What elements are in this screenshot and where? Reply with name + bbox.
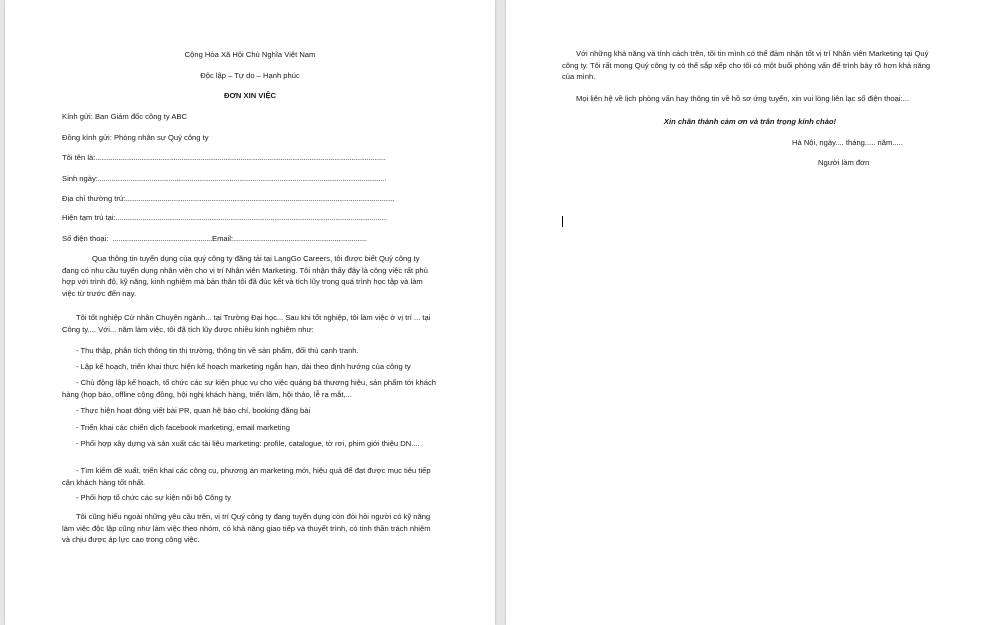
skills-paragraph: Tôi cũng hiểu ngoài những yêu cầu trên, vị trí Quý công ty đang tuyển dụng còn đòi hỏi người có kỹ năng làm việc độc lập cũng như làm việc theo nhóm, có khả năng giao tiếp và thuyết trình, có tinh thần trách nhiệm và chịu được áp lực cao trong công việc.: [62, 512, 431, 544]
education-paragraph: Tôi tốt nghiệp Cử nhân Chuyên ngành... tại Trường Đại học... Sau khi tốt nghiệp, tôi làm việc ở vị trí ... tại Công ty.... Với... năm làm việc, tôi đã tích lũy được nhiều kinh nghiệm như:: [62, 313, 431, 334]
experience-bullet: - Phối hợp xây dựng và sản xuất các tài liệu marketing: profile, catalogue, tờ rơi, phim giới thiệu DN....: [76, 439, 420, 448]
intro-paragraph-text: Qua thông tin tuyển dụng của quý công ty đăng tải tại LangGo Careers, tôi được biết Quý công ty đang có nhu cầu tuyển dụng nhân viên cho vị trí Nhân viên Marketing. Tôi nhận thấy đây là công việc rất phù hợp với trình độ, kỹ năng, kinh nghiệm mà bản thân tôi đã đúc kết và tích lũy trong quá trình học tập và làm việc từ trước đến nay.: [62, 254, 428, 298]
text-cursor: [562, 216, 563, 227]
field-phone-email: [62, 234, 367, 244]
closing-greeting: Xin chân thành cảm ơn và trân trọng kính chào!: [663, 117, 837, 126]
field-temporary-address: [62, 213, 387, 223]
field-email-label: Email:: [212, 234, 234, 243]
experience-bullet: - Chủ động lập kế hoạch, tổ chức các sự kiện phục vụ cho việc quảng bá thương hiệu, sản phẩm tới khách hàng (họp báo, offline cộng đồng, hội nghị khách hàng, triển lãm, hội thảo, lễ ra mắt,...: [62, 378, 436, 399]
cc-recipient-line: Đồng kính gửi: Phòng nhân sự Quý công ty: [62, 133, 209, 142]
field-name-label: Tôi tên là:: [62, 153, 96, 162]
experience-bullet: - Thu thập, phân tích thông tin thị trường, thông tin về sản phẩm, đối thủ cạnh tranh.: [76, 346, 359, 355]
field-temporary-address-dots[interactable]: ..............................................................................................................................................: [115, 213, 387, 222]
national-slogan: Độc lập – Tự do – Hạnh phúc: [200, 71, 300, 80]
experience-bullet: - Tìm kiếm đề xuất, triển khai các công cụ, phương án marketing mới, hiệu quả để đạt được mục tiêu tiếp cận khách hàng tốt nhất.: [62, 466, 431, 487]
experience-bullet: - Phối hợp tổ chức các sự kiện nội bộ Công ty: [76, 493, 231, 502]
document-page-1[interactable]: [5, 0, 495, 625]
field-email-dots[interactable]: ......................................................................: [233, 234, 367, 243]
field-temporary-address-label: Hiện tạm trú tại:: [62, 213, 116, 222]
field-permanent-address: [62, 194, 395, 204]
experience-bullet: - Thực hiện hoạt động viết bài PR, quan hệ báo chí, booking đăng bài: [76, 406, 311, 415]
signing-date: Hà Nội, ngày.... tháng..... năm.....: [792, 138, 903, 147]
experience-bullet: - Lập kế hoạch, triển khai thực hiện kế hoạch marketing ngắn hạn, dài theo định hướng của công ty: [76, 362, 411, 371]
contact-paragraph: Mọi liên hệ về lịch phỏng vấn hay thông tin về hồ sơ ứng tuyển, xin vui lòng liên lạc số điện thoại:...: [576, 94, 910, 103]
national-motto: Cộng Hòa Xã Hội Chủ Nghĩa Việt Nam: [184, 50, 316, 59]
field-birthdate: [62, 174, 386, 184]
experience-bullet: - Triển khai các chiến dịch facebook marketing, email marketing: [76, 423, 290, 432]
field-name: [62, 153, 386, 163]
document-title: ĐƠN XIN VIỆC: [223, 91, 277, 100]
field-phone-label: Số điện thoại:: [62, 234, 109, 243]
field-permanent-address-dots[interactable]: .............................................................................................................................................: [125, 194, 395, 203]
field-birthdate-label: Sinh ngày:: [62, 174, 98, 183]
field-phone-dots[interactable]: ....................................................: [112, 234, 212, 243]
field-birthdate-dots[interactable]: .......................................................................................................................................................: [97, 174, 387, 183]
recipient-line: Kính gửi: Ban Giám đốc công ty ABC: [62, 112, 187, 121]
intro-paragraph: [62, 253, 437, 299]
signer-label: Người làm đơn: [818, 158, 870, 167]
commitment-paragraph: Với những khả năng và tính cách trên, tôi tin mình có thể đảm nhận tốt vị trí Nhân viên Marketing tại Quý công ty. Tôi rất mong Quý công ty có thể sắp xếp cho tôi có một buổi phỏng vấn để trình bày rõ hơn khả năng của mình.: [562, 49, 931, 81]
document-page-2[interactable]: [506, 0, 1000, 625]
field-name-dots[interactable]: ........................................................................................................................................................: [95, 153, 386, 162]
field-permanent-address-label: Địa chỉ thường trú:: [62, 194, 126, 203]
